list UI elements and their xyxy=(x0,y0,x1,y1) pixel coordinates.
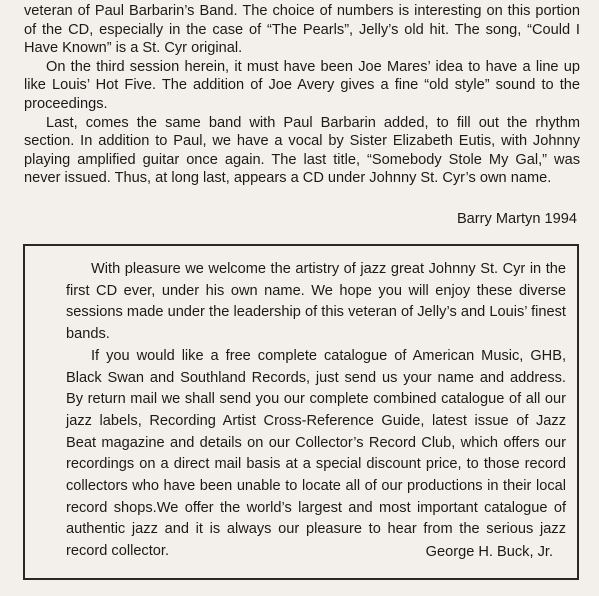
notice-signature: George H. Buck, Jr. xyxy=(425,544,553,560)
notice-paragraph-2: If you would like a free complete catalogue of American Music, GHB, Black Swan and Southland Records, just send us your name and address. By return mail we shall send you our complete combined catalogue of all our jazz labels, Recording Artist Cross-Reference Guide, latest issue of Jazz Beat magazine and details on our Collector’s Record Club, which offers our recordings on a direct mail basis at a special discount price, to those record collectors who have been unable to locate all of our productions in their local record shops.We offer the world’s largest and most important catalogue of authentic jazz and it is always our pleasure to hear from the serious jazz record collector. xyxy=(66,347,566,560)
notice-box xyxy=(23,244,579,580)
article-text xyxy=(24,2,580,188)
article-paragraph-2: On the third session herein, it must have been Joe Mares’ idea to have a line up like Louis’ Hot Five. The addition of Joe Avery gives a fine “old style” sound to the proceedings. xyxy=(24,58,580,112)
article-paragraph-1: veteran of Paul Barbarin’s Band. The choice of numbers is interesting on this portion of the CD, especially in the case of “The Pearls”, Jelly’s old hit. The song, “Could I Have Known” is a St. Cyr original. xyxy=(24,3,580,57)
notice-text xyxy=(66,259,566,563)
article-signature: Barry Martyn 1994 xyxy=(456,211,577,227)
notice-paragraph-1: With pleasure we welcome the artistry of jazz great Johnny St. Cyr in the first CD ever, under his own name. We hope you will enjoy these diverse sessions made under the leadership of this veteran of Jelly’s and Louis’ finest bands. xyxy=(66,261,566,343)
article-paragraph-3: Last, comes the same band with Paul Barbarin added, to fill out the rhythm section. In addition to Paul, we have a vocal by Sister Elizabeth Eutis, with Johnny playing amplified guitar once again. The last title, “Somebody Stole My Gal,” was never issued. Thus, at long last, appears a CD under Johnny St. Cyr’s own name. xyxy=(24,114,580,187)
